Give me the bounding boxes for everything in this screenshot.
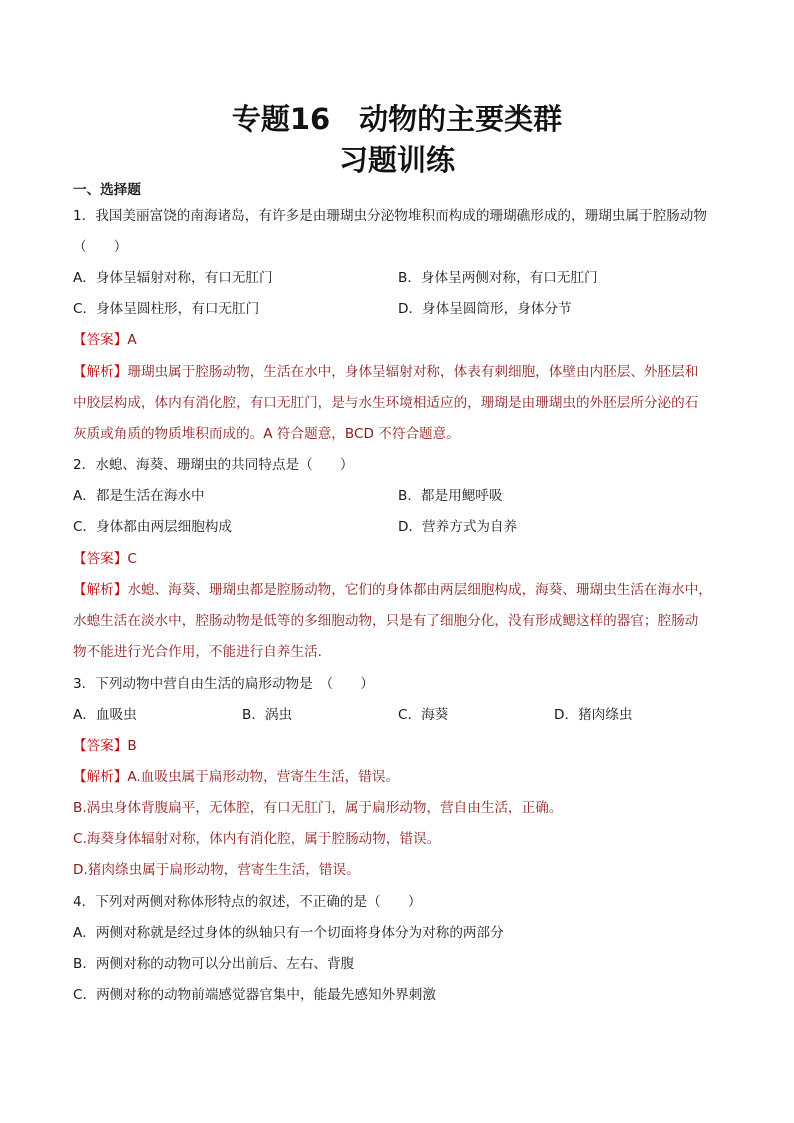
q1-stem-line1: 1．我国美丽富饶的南海诸岛，有许多是由珊瑚虫分泌物堆积而构成的珊瑚礁形成的，珊瑚虫属于腔肠动物	[73, 208, 707, 224]
q1-option-a: A．身体呈辐射对称，有口无肛门	[73, 270, 273, 286]
q2-answer	[73, 549, 137, 569]
q4-option-a: A．两侧对称就是经过身体的纵轴只有一个切面将身体分为对称的两部分	[73, 925, 504, 941]
page-subtitle: 习题训练	[338, 143, 455, 177]
q3-explanation-line4: D.猪肉绦虫属于扁形动物，营寄生生活，错误。	[73, 862, 360, 878]
answer-value: A	[127, 332, 137, 348]
q3-answer	[73, 736, 137, 756]
q2-option-b: B．都是用鳃呼吸	[398, 488, 503, 504]
section-heading: 一、选择题	[73, 182, 141, 198]
q2-option-c: C．身体都由两层细胞构成	[73, 519, 233, 535]
explanation-tag: 【解析】	[73, 364, 128, 380]
q1-explanation-line2: 中胶层构成，体内有消化腔，有口无肛门，是与水生环境相适应的，珊瑚是由珊瑚虫的外胚层所分泌的石	[73, 395, 699, 411]
q2-explanation-line2: 水螅生活在淡水中，腔肠动物是低等的多细胞动物，只是有了细胞分化，没有形成鳃这样的器官；腔肠动	[73, 613, 699, 629]
q4-stem: 4．下列对两侧对称体形特点的叙述，不正确的是（ ）	[73, 894, 422, 910]
q2-option-a: A．都是生活在海水中	[73, 488, 205, 504]
q3-option-c: C．海葵	[398, 707, 449, 723]
explanation-tag: 【解析】	[73, 769, 128, 785]
answer-value: B	[127, 738, 137, 754]
q3-stem: 3．下列动物中营自由生活的扁形动物是 （ ）	[73, 676, 374, 692]
q2-stem: 2．水螅、海葵、珊瑚虫的共同特点是（ ）	[73, 457, 354, 473]
q1-option-d: D．身体呈圆筒形，身体分节	[398, 301, 572, 317]
q2-explanation-line3: 物不能进行光合作用，不能进行自养生活．	[73, 644, 332, 660]
q1-option-b: B．身体呈两侧对称，有口无肛门	[398, 270, 598, 286]
explanation-text: 珊瑚虫属于腔肠动物，生活在水中，身体呈辐射对称，体表有刺细胞，体壁由内胚层、外胚层和	[127, 364, 699, 380]
explanation-text: 水螅、海葵、珊瑚虫都是腔肠动物，它们的身体都由两层细胞构成，海葵、珊瑚虫生活在海水中，	[127, 582, 712, 598]
page-title: 专题16 动物的主要类群	[231, 102, 563, 136]
q1-explanation-line3: 灰质或角质的物质堆积而成的。A 符合题意，BCD 不符合题意。	[73, 426, 460, 442]
q3-option-b: B．涡虫	[242, 707, 293, 723]
q1-option-c: C．身体呈圆柱形，有口无肛门	[73, 301, 260, 317]
q2-explanation-line1	[73, 580, 712, 600]
answer-tag: 【答案】	[73, 551, 128, 567]
q3-explanation-line1	[73, 767, 399, 787]
answer-tag: 【答案】	[73, 332, 128, 348]
q3-option-d: D．猪肉绦虫	[554, 707, 633, 723]
q4-option-c: C．两侧对称的动物前端感觉器官集中，能最先感知外界刺激	[73, 987, 436, 1003]
q1-stem-line2: （ ）	[73, 239, 128, 255]
explanation-tag: 【解析】	[73, 582, 128, 598]
q3-option-a: A．血吸虫	[73, 707, 137, 723]
q2-option-d: D．营养方式为自养	[398, 519, 518, 535]
q3-explanation-line2: B.涡虫身体背腹扁平，无体腔，有口无肛门，属于扁形动物，营自由生活，正确。	[73, 800, 563, 816]
q3-explanation-line3: C.海葵身体辐射对称，体内有消化腔，属于腔肠动物，错误。	[73, 831, 441, 847]
q4-option-b: B．两侧对称的动物可以分出前后、左右、背腹	[73, 956, 355, 972]
answer-value: C	[127, 551, 137, 567]
q1-answer	[73, 330, 137, 350]
q1-explanation-line1	[73, 362, 698, 382]
explanation-text: A.血吸虫属于扁形动物，营寄生生活，错误。	[127, 769, 400, 785]
answer-tag: 【答案】	[73, 738, 128, 754]
